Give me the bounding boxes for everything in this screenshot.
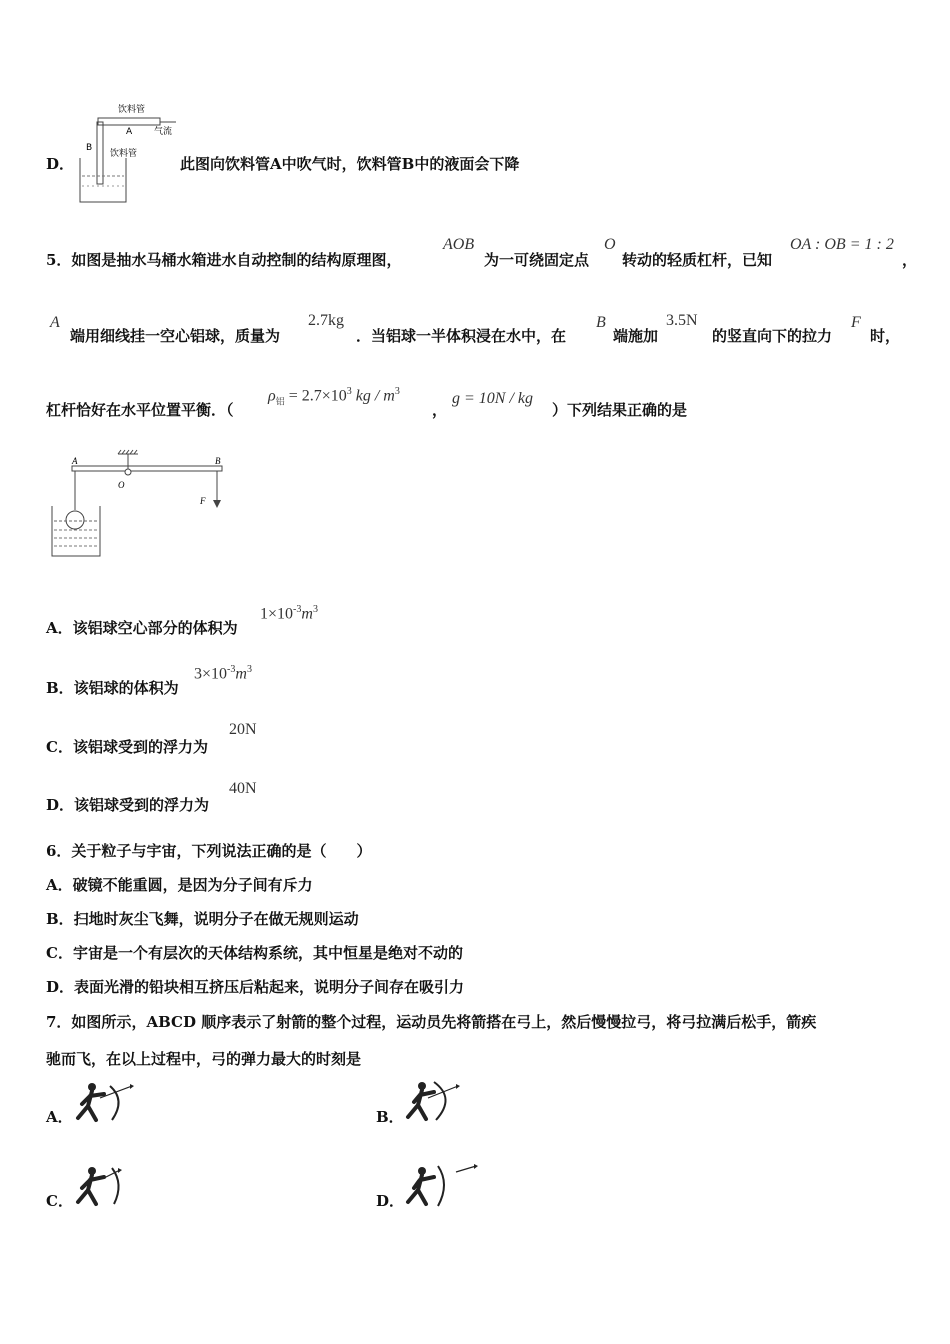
- force-arrow: [213, 500, 221, 508]
- q5-line1-b: 为一可绕固定点: [484, 251, 590, 269]
- q7-option-c-letter: C．: [46, 1192, 73, 1210]
- q5-line2-a: 端用细线挂一空心铝球，质量为: [70, 327, 281, 345]
- q5-a-unit-exp: 3: [312, 604, 318, 615]
- straw-a: [98, 118, 160, 125]
- q7-stem-line1: 7．如图所示，ABCD 顺序表示了射箭的整个过程，运动员先将箭搭在弓上，然后慢慢拉弓，将弓拉满后松手，箭疾: [46, 1013, 817, 1031]
- archer-c-icon: [74, 1162, 138, 1210]
- q4-option-d-letter: D．: [46, 155, 75, 173]
- q4-straw-diagram: [70, 100, 190, 210]
- q5-line2-d: 的竖直向下的拉力: [712, 327, 833, 345]
- archer-d-icon: [404, 1160, 484, 1210]
- archer-b-icon: [404, 1078, 468, 1124]
- q5-line3-a: 杠杆恰好在水平位置平衡．（: [46, 401, 234, 419]
- q5-line1-d: ，: [902, 251, 918, 269]
- q5-option-d-text: D．该铝球受到的浮力为: [46, 796, 210, 814]
- lever-label-a: A: [72, 456, 78, 466]
- q5-a-exp: -3: [293, 604, 302, 615]
- q5-b-unit-exp: 3: [246, 664, 252, 675]
- q4-option-d-text: 此图向饮料管A中吹气时，饮料管B中的液面会下降: [180, 155, 520, 173]
- q5-math-force: 3.5N: [666, 312, 698, 329]
- q6-stem: 6．关于粒子与宇宙，下列说法正确的是（ ）: [46, 842, 372, 860]
- q5-rho-unit-exp: 3: [394, 386, 400, 397]
- q6-option-d: D．表面光滑的铅块相互挤压后粘起来，说明分子间存在吸引力: [46, 978, 465, 996]
- q5-math-aob: AOB: [443, 236, 475, 253]
- q5-line2-e: 时，: [870, 327, 901, 345]
- aluminum-ball: [66, 511, 84, 529]
- q5-b-num: 3×10: [194, 665, 228, 683]
- q5-option-a-text: A．该铝球空心部分的体积为: [46, 619, 238, 637]
- q7-option-d-letter: D．: [376, 1192, 405, 1210]
- q6-option-c: C．宇宙是一个有层次的天体结构系统，其中恒星是绝对不动的: [46, 944, 463, 962]
- q5-line3-sep: ，: [432, 401, 448, 419]
- q5-math-g: g = 10N / kg: [452, 390, 534, 407]
- q5-rho-sub: 铝: [275, 396, 285, 407]
- q6-option-b: B．扫地时灰尘飞舞，说明分子在做无规则运动: [46, 910, 359, 928]
- lever-bar: [72, 466, 222, 471]
- archer-a-icon: [74, 1080, 138, 1126]
- q5-math-b: B: [596, 314, 606, 331]
- q5-math-o: O: [604, 236, 616, 253]
- q5-math-a: A: [50, 314, 60, 331]
- q5-rho-unit: kg / m: [355, 387, 395, 405]
- q5-line1-c: 转动的轻质杠杆，已知: [622, 251, 773, 269]
- straw-label-b: B: [86, 143, 93, 153]
- q5-option-d-value: 40N: [229, 780, 257, 797]
- q5-math-mass: 2.7kg: [308, 312, 344, 329]
- q5-option-b-value: [194, 664, 252, 683]
- q6-option-a: A．破镜不能重圆，是因为分子间有斥力: [46, 876, 313, 894]
- straw-label-air: 气流: [154, 127, 173, 137]
- q5-a-num: 1×10: [260, 605, 294, 623]
- q5-b-exp: -3: [227, 664, 236, 675]
- q5-lever-diagram: [46, 448, 246, 563]
- lever-label-f: F: [200, 496, 206, 506]
- straw-label-side: 饮料管: [110, 149, 138, 159]
- q5-line2-b: ．当铝球一半体积浸在水中，在: [356, 327, 567, 345]
- straw-b: [97, 122, 103, 184]
- q5-rho-value: = 2.7×10: [288, 387, 347, 405]
- q5-line1-a: 5．如图是抽水马桶水箱进水自动控制的结构原理图，: [46, 251, 402, 269]
- q7-stem-line2: 驰而飞，在以上过程中，弓的弹力最大的时刻是: [46, 1050, 362, 1068]
- q7-option-a-letter: A．: [46, 1108, 73, 1126]
- straw-label-a: A: [126, 127, 133, 137]
- q5-line3-b: ）下列结果正确的是: [552, 401, 688, 419]
- q5-a-unit: m: [301, 605, 313, 623]
- lever-label-b: B: [215, 456, 221, 466]
- q5-option-c-value: 20N: [229, 721, 257, 738]
- q7-option-b-letter: B．: [376, 1108, 404, 1126]
- pivot-point: [125, 469, 131, 475]
- q5-b-unit: m: [235, 665, 247, 683]
- q5-option-c-text: C．该铝球受到的浮力为: [46, 738, 208, 756]
- q5-math-f: F: [851, 314, 861, 331]
- q5-math-ratio: OA : OB = 1 : 2: [790, 236, 894, 253]
- q5-line2-c: 端施加: [613, 327, 659, 345]
- q5-rho-symbol: ρ: [268, 387, 276, 405]
- q5-rho-exp: 3: [346, 386, 352, 397]
- lever-label-o: O: [118, 480, 125, 490]
- straw-label-top: 饮料管: [118, 105, 146, 115]
- q5-option-b-text: B．该铝球的体积为: [46, 679, 179, 697]
- q5-option-a-value: [260, 604, 318, 623]
- pivot-hatch: [118, 450, 137, 454]
- q5-math-rho: [268, 386, 400, 408]
